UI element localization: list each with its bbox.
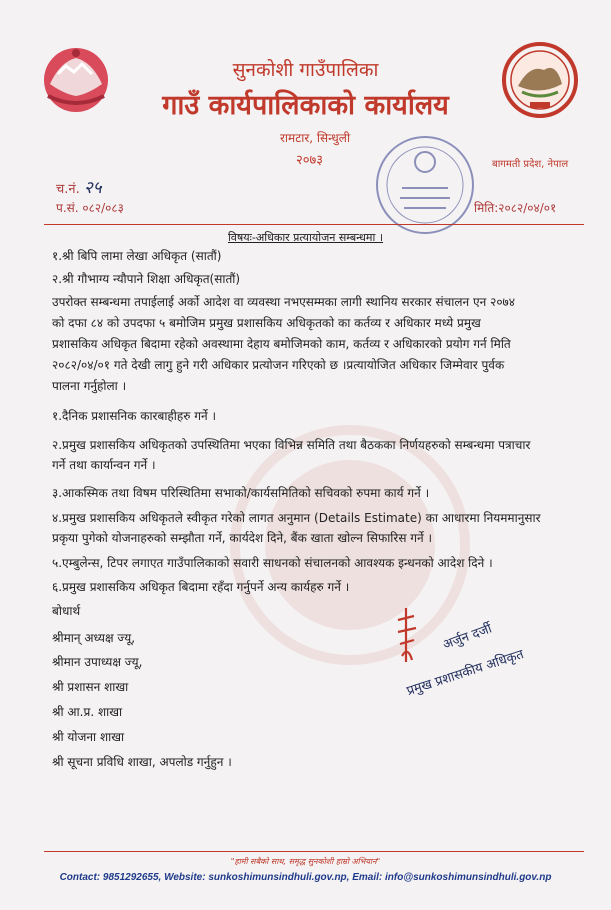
- signatory-name: अर्जुन दर्जी: [441, 621, 494, 653]
- body-line-1: उपरोक्त सम्बन्धमा तपाईलाई अर्को आदेश वा व्यवस्था नभएसम्मका लागी स्थानिय सरकार संचालन एन २०७४: [52, 295, 516, 309]
- item-4-line-1: ४.प्रमुख प्रशासकिय अधिकृतले स्वीकृत गरेको लागत अनुमान (Details Estimate) का आधारमा नियममानुसार: [52, 511, 541, 525]
- ch-label: च.नं.: [56, 182, 80, 197]
- body-line-4: २०८२/०४/०१ गते देखी लागु हुने गरी अधिकार प्रत्योजन गरिएको छ ।प्रत्यायोजित अधिकार जिम्मेवार पुर्वक: [52, 358, 505, 372]
- office-name: गाउँ कार्यपालिकाको कार्यालय: [162, 90, 449, 121]
- item-4-line-2: प्रकृया पुगेको योजनाहरुको सम्झौता गर्ने, कार्यदेश दिने, बैंक खाता खोल्न सिफारिस गर्ने ।: [52, 531, 433, 545]
- ps-label: प.सं.: [56, 201, 79, 215]
- footer-slogan: "हामी सबैको साथ, समृद्ध सुनकोशी हाम्रो अभियान": [230, 857, 381, 866]
- item-2-line-2: गर्ने तथा कार्यान्वन गर्ने ।: [52, 458, 156, 472]
- cc-item-2: श्रीमान उपाध्यक्ष ज्यू,: [52, 655, 143, 669]
- province-name: बागमती प्रदेश, नेपाल: [492, 159, 569, 170]
- body-line-2: को दफा ८४ को उपदफा ५ बमोजिम प्रमुख प्रशासकिय अधिकृतको का कर्तव्य र अधिकार मध्ये प्रमुख: [52, 316, 481, 330]
- date-value: २०८२/०४/०१: [498, 201, 557, 215]
- signatory-title: प्रमुख प्रशासकीय अधिकृत: [404, 647, 526, 700]
- date-label: मिति:: [474, 201, 499, 215]
- cc-heading: बोधार्थ: [52, 604, 81, 618]
- fiscal-year: [56, 199, 124, 216]
- item-5: ५.एम्बुलेन्स, टिपर लगाएत गाउँपालिकाको सवारी साधनको संचालनको आवश्यक इन्धनको आदेश दिने ।: [52, 556, 493, 570]
- ch-value: २५: [83, 178, 102, 198]
- reference-number: [56, 175, 102, 198]
- ps-value: ०८२/०८३: [82, 201, 124, 215]
- cc-item-5: श्री योजना शाखा: [52, 730, 125, 744]
- item-2-line-1: २.प्रमुख प्रशासकिय अधिकृतको उपस्थितिमा भएका विभिन्न समिति तथा बैठकका निर्णयहरुको सम्बन्धमा पत्राचार: [52, 438, 531, 452]
- established-year: २०७३: [296, 153, 324, 168]
- recipient-2: २.श्री गौभाग्य न्यौपाने शिक्षा अधिकृत(सातौं): [52, 272, 241, 286]
- cc-item-4: श्री आ.प्र. शाखा: [52, 705, 123, 719]
- letter-date: [474, 199, 556, 216]
- office-stamp-icon: [372, 132, 478, 238]
- body-line-3: प्रशासकिय अधिकृत बिदामा रहेको अवस्थामा देहाय बमोजिमको काम, कर्तव्य र अधिकारको प्रयोग गर्न मिति: [52, 337, 511, 351]
- item-6: ६.प्रमुख प्रशासकिय अधिकृत बिदामा रहँदा गर्नुपर्ने अन्य कार्यहरु गर्ने ।: [52, 580, 350, 594]
- item-3: ३.आकस्मिक तथा विषम परिस्थितिमा सभाको/कार्यसमितिको सचिवको रुपमा कार्य गर्ने ।: [52, 486, 430, 500]
- cc-item-1: श्रीमान् अध्यक्ष ज्यू,: [52, 631, 136, 645]
- municipality-name: सुनकोशी गाउँपालिका: [232, 59, 379, 81]
- subject-line: विषयः-अधिकार प्रत्यायोजन सम्बन्धमा ।: [227, 231, 384, 244]
- cc-item-6: श्री सूचना प्रविधि शाखा, अपलोड गर्नुहुन ।: [52, 755, 232, 769]
- office-location: रामटार, सिन्धुली: [280, 131, 351, 145]
- cc-item-3: श्री प्रशासन शाखा: [52, 680, 129, 694]
- footer-divider: [44, 851, 584, 852]
- header-divider: [44, 224, 584, 225]
- body-line-5: पालना गर्नुहोला ।: [52, 379, 127, 393]
- footer-contact: Contact: 9851292655, Website: sunkoshimunsindhuli.gov.np, Email: info@sunkoshimunsindhuli.gov.np: [59, 872, 552, 883]
- recipient-1: १.श्री बिपि लामा लेखा अधिकृत (सातौं): [52, 249, 222, 263]
- item-1: १.दैनिक प्रशासनिक कारबाहीहरु गर्ने ।: [52, 409, 217, 423]
